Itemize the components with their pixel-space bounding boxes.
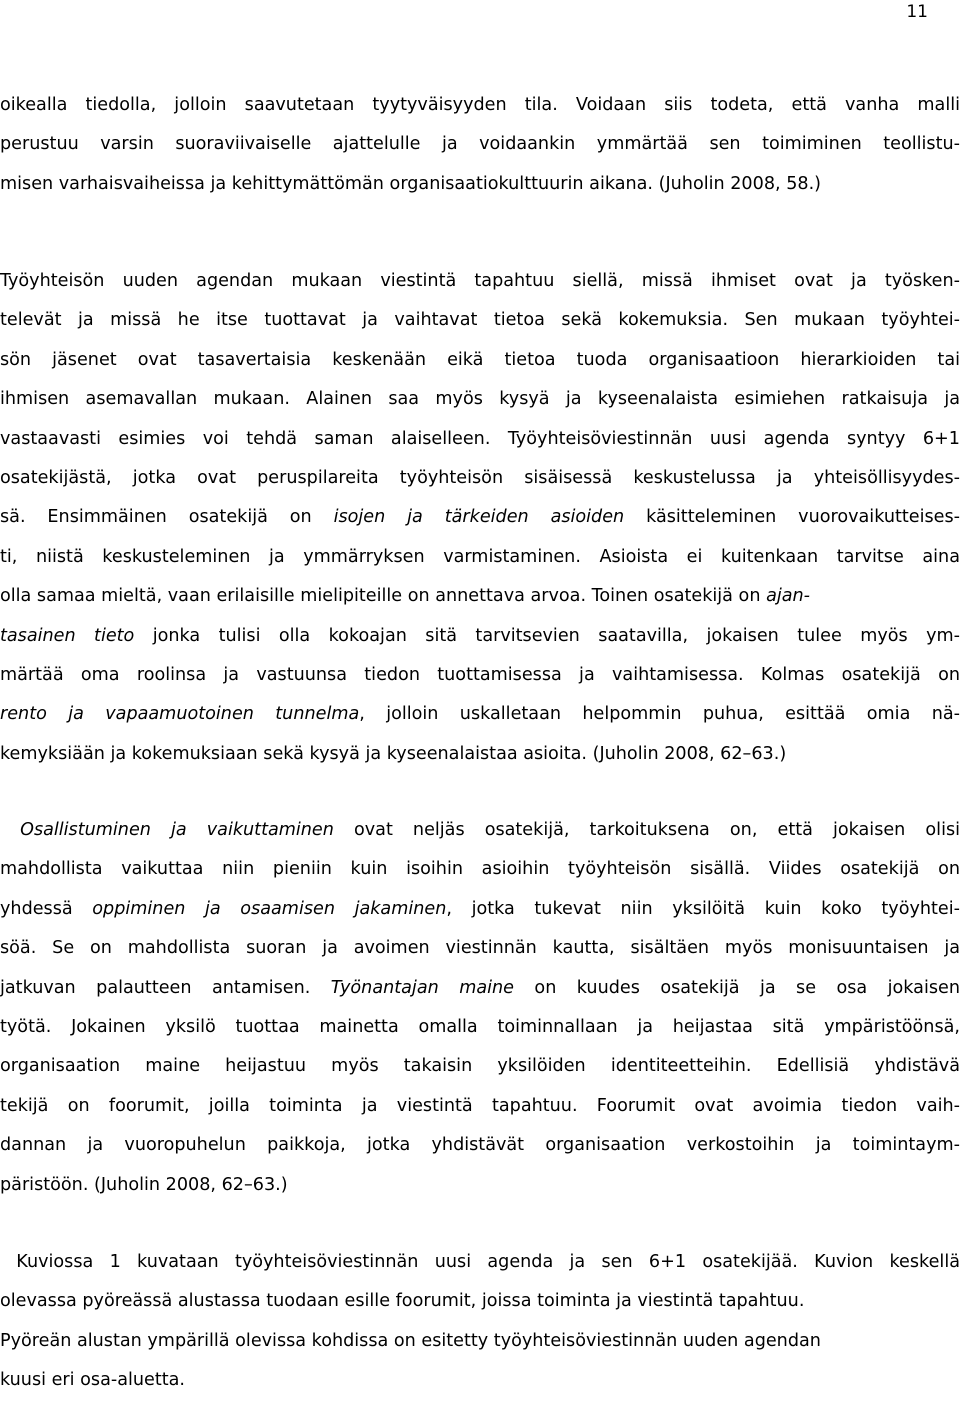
text-segment: , jotka tukevat niin yksilöitä kuin koko työyhtei- — [446, 898, 960, 919]
text-line — [0, 656, 960, 695]
text-segment: kemyksiään ja kokemuksiaan sekä kysyä ja kyseenalaistaa asioita. (Juholin 2008, 62–63.) — [0, 743, 787, 764]
text-line — [0, 1322, 960, 1361]
text-line — [0, 420, 960, 459]
text-segment: dannan ja vuoropuhelun paikkoja, jotka yhdistävät organisaation verkostoihin ja toimintaym- — [0, 1135, 960, 1156]
text-line — [0, 1047, 960, 1086]
text-segment: on kuudes osatekijä ja se osa jokaisen — [513, 977, 960, 998]
text-segment: käsitteleminen vuorovaikutteises- — [624, 507, 960, 528]
text-segment: , jolloin uskalletaan helpommin puhua, esittää omia nä- — [359, 704, 960, 725]
text-segment: sön jäsenet ovat tasavertaisia keskenään eikä tietoa tuoda organisaatioon hierarkioiden tai — [0, 349, 960, 370]
text-segment: ti, niistä keskusteleminen ja ymmärryksen varmistaminen. Asioista ei kuitenkaan tarvitse aina — [0, 546, 960, 567]
text-segment: söä. Se on mahdollista suoran ja avoimen viestinnän kautta, sisältäen myös monisuuntaisen ja — [0, 938, 960, 959]
text-line — [0, 1126, 960, 1165]
text-segment — [0, 820, 20, 840]
text-segment: osatekijästä, jotka ovat peruspilareita työyhteisön sisäisessä keskustelussa ja yhteisöllisyydes- — [0, 467, 960, 488]
text-line — [0, 1008, 960, 1047]
text-segment: yhdessä — [0, 898, 93, 919]
text-segment: työtä. Jokainen yksilö tuottaa mainetta omalla toiminnallaan ja heijastaa sitä ympäristöönsä, — [0, 1016, 960, 1037]
paragraph-1 — [0, 86, 960, 204]
text-line — [0, 577, 960, 616]
text-segment: Kuviossa 1 kuvataan työyhteisöviestinnän uusi agenda ja sen 6+1 osatekijää. Kuvion keskellä — [0, 1252, 960, 1272]
text-line — [0, 1243, 960, 1282]
text-line — [0, 1361, 960, 1400]
emphasized-text: Osallistuminen ja vaikuttaminen — [20, 820, 334, 840]
text-segment: tekijä on foorumit, joilla toiminta ja viestintä tapahtuu. Foorumit ovat avoimia tiedon vaih- — [0, 1095, 960, 1116]
emphasized-text: isojen ja tärkeiden asioiden — [333, 507, 625, 528]
text-segment: sä. Ensimmäinen osatekijä on — [0, 507, 334, 528]
text-line — [0, 811, 960, 850]
text-segment: ihmisen asemavallan mukaan. Alainen saa myös kysyä ja kyseenalaista esimiehen ratkaisuja ja — [0, 389, 960, 410]
text-line — [0, 1282, 960, 1321]
paragraph-4 — [0, 1243, 960, 1401]
text-line — [0, 125, 960, 164]
text-line — [0, 890, 960, 929]
text-segment: mahdollista vaikuttaa niin pieniin kuin isoihin asioihin työyhteisön sisällä. Viides osatekijä on — [0, 859, 960, 880]
text-segment: päristöön. (Juholin 2008, 62–63.) — [0, 1174, 288, 1195]
emphasized-text: rento ja vapaamuotoinen tunnelma — [0, 704, 360, 725]
text-segment: kuusi eri osa-aluetta. — [0, 1370, 186, 1391]
text-line — [0, 1166, 960, 1205]
text-line — [0, 929, 960, 968]
text-line — [0, 498, 960, 537]
emphasized-text: tasainen tieto — [0, 625, 135, 646]
text-line — [0, 301, 960, 340]
text-line — [0, 617, 960, 656]
emphasized-text: Työnantajan maine — [330, 977, 514, 998]
emphasized-text: oppiminen ja osaamisen jakaminen — [92, 898, 447, 919]
text-segment: märtää oma roolinsa ja vastuunsa tiedon tuottamisessa ja vaihtamisessa. Kolmas osatekijä on — [0, 664, 960, 685]
text-line — [0, 86, 960, 125]
text-line — [0, 538, 960, 577]
text-line — [0, 341, 960, 380]
text-segment: perustuu varsin suoraviivaiselle ajattelulle ja voidaankin ymmärtää sen toimiminen teollistu- — [0, 134, 960, 155]
text-segment: jatkuvan palautteen antamisen. — [0, 977, 331, 998]
text-segment: Pyöreän alustan ympärillä olevissa kohdissa on esitetty työyhteisöviestinnän uuden agendan — [0, 1330, 821, 1351]
paragraph-3 — [0, 811, 960, 1205]
text-line — [0, 850, 960, 889]
text-segment: olevassa pyöreässä alustassa tuodaan esille foorumit, joissa toiminta ja viestintä tapahtuu. — [0, 1291, 805, 1312]
text-segment: olla samaa mieltä, vaan erilaisille mielipiteille on annettava arvoa. Toinen osatekijä on — [0, 586, 767, 607]
text-line — [0, 735, 960, 774]
text-line — [0, 165, 960, 204]
text-segment: misen varhaisvaiheissa ja kehittymättömän organisaatiokulttuurin aikana. (Juholin 2008, 58.) — [0, 173, 822, 194]
text-line — [0, 459, 960, 498]
text-segment: ovat neljäs osatekijä, tarkoituksena on, että jokaisen olisi — [333, 820, 960, 840]
text-line — [0, 1087, 960, 1126]
text-segment: organisaation maine heijastuu myös takaisin yksilöiden identiteetteihin. Edellisiä yhdistävä — [0, 1056, 960, 1077]
emphasized-text: ajan- — [766, 586, 811, 607]
text-line — [0, 262, 960, 301]
text-segment: oikealla tiedolla, jolloin saavutetaan tyytyväisyyden tila. Voidaan siis todeta, että vanha malli — [0, 95, 960, 115]
text-line — [0, 969, 960, 1008]
text-segment: vastaavasti esimies voi tehdä saman alaiselleen. Työyhteisöviestinnän uusi agenda syntyy 6+1 — [0, 428, 960, 449]
paragraph-2 — [0, 262, 960, 774]
text-line — [0, 380, 960, 419]
text-segment: televät ja missä he itse tuottavat ja vaihtavat tietoa sekä kokemuksia. Sen mukaan työyhtei- — [0, 310, 960, 331]
text-line — [0, 695, 960, 734]
text-segment: Työyhteisön uuden agendan mukaan viestintä tapahtuu siellä, missä ihmiset ovat ja työsken- — [0, 271, 960, 291]
page-number: 11 — [906, 2, 928, 22]
text-segment: jonka tulisi olla kokoajan sitä tarvitsevien saatavilla, jokaisen tulee myös ym- — [134, 625, 960, 646]
